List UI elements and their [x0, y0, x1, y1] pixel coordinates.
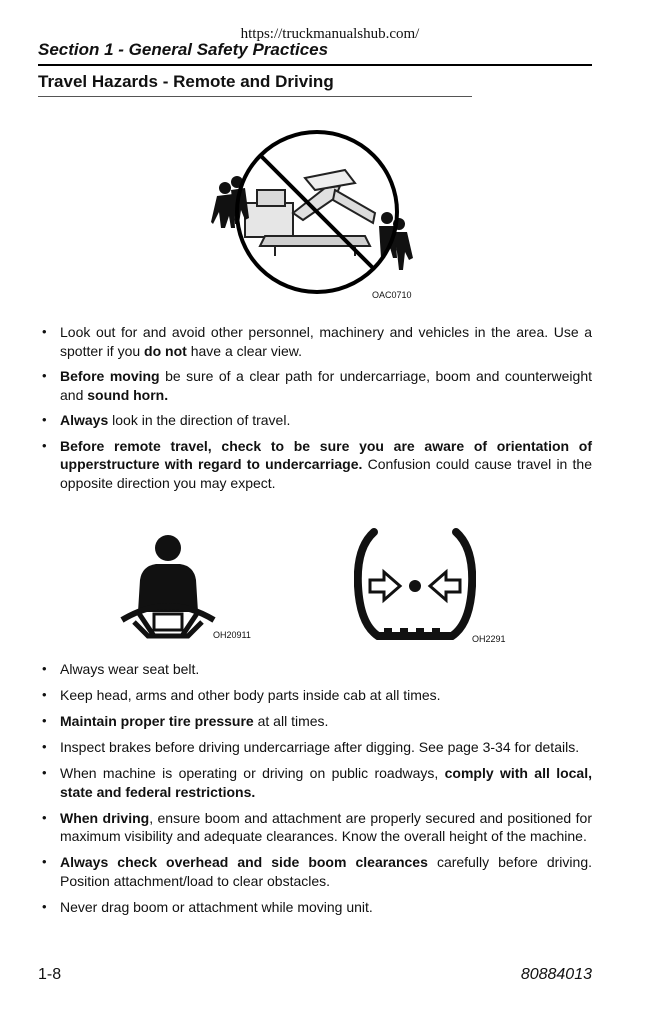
bold-text: Always [60, 412, 109, 428]
bullet-item [38, 764, 592, 801]
tire-pressure-icon [354, 528, 476, 644]
bullet-item [38, 660, 592, 679]
bullet-item [38, 323, 592, 360]
section-title: Section 1 - General Safety Practices [38, 40, 329, 59]
seatbelt-icon [118, 532, 238, 640]
seatbelt-illustration [118, 532, 268, 644]
text: look in the direction of travel. [108, 412, 291, 428]
no-travel-near-people-illustration [205, 128, 430, 308]
bullet-item [38, 853, 592, 890]
text: carefully before driving. Position attachment/load to clear obstacles. [60, 854, 592, 889]
bullet-list-top [38, 323, 592, 499]
heading-rule [38, 96, 472, 97]
bullet-item [38, 686, 592, 705]
source-url: https://truckmanualshub.com/ [240, 26, 420, 42]
text: at all times. [253, 713, 329, 729]
text: Confusion could cause travel in the opposite direction you may expect. [60, 456, 592, 491]
bullet-item [38, 898, 592, 917]
text: Keep head, arms and other body parts inside cab at all times. [60, 687, 441, 703]
bold-text: comply with all local, state and federal restrictions. [60, 765, 592, 800]
text: Inspect brakes before driving undercarriage after digging. See page 3-34 for details. [60, 739, 580, 755]
tire-pressure-illustration [354, 528, 514, 648]
bold-text: Always check overhead and side boom clearances [60, 854, 428, 870]
bullet-item [38, 712, 592, 731]
text: Always wear seat belt. [60, 661, 200, 677]
header-rule [38, 64, 592, 66]
bullet-item [38, 809, 592, 846]
figure-label: OH2291 [472, 634, 506, 644]
bullet-item [38, 411, 592, 430]
bold-text: Before remote travel, check to be sure you are aware of orientation of upperstructure with regard to undercarriage. [60, 437, 592, 472]
bullet-list-bottom [38, 660, 592, 924]
page-number: 1-8 [38, 966, 62, 983]
text: Never drag boom or attachment while moving unit. [60, 898, 373, 915]
bullet-item [38, 367, 592, 404]
page-heading: Travel Hazards - Remote and Driving [38, 72, 334, 91]
bold-text: Before moving [60, 368, 160, 384]
text: , ensure boom and attachment are properly secured and positioned for maximum visibility and adequate clearances. Know the overall height of the machine. [60, 809, 592, 844]
figure-label: OAC0710 [372, 290, 412, 300]
bold-text: Maintain proper tire pressure [60, 713, 254, 729]
text: When machine is operating or driving on public roadways, [60, 765, 445, 781]
bullet-item [38, 738, 592, 757]
text: be sure of a clear path for undercarriage, boom and counterweight and [60, 368, 593, 403]
text: Look out for and avoid other personnel, machinery and vehicles in the area. Use a spotter if you [60, 324, 592, 359]
bullet-item [38, 437, 592, 493]
figure-label: OH20911 [213, 630, 251, 640]
bold-text: do not [144, 342, 187, 359]
document-number: 80884013 [520, 966, 592, 983]
text: have a clear view. [186, 342, 302, 359]
prohibition-icon [205, 128, 430, 308]
bold-text: When driving [60, 809, 150, 826]
bold-text: sound horn. [87, 386, 169, 403]
